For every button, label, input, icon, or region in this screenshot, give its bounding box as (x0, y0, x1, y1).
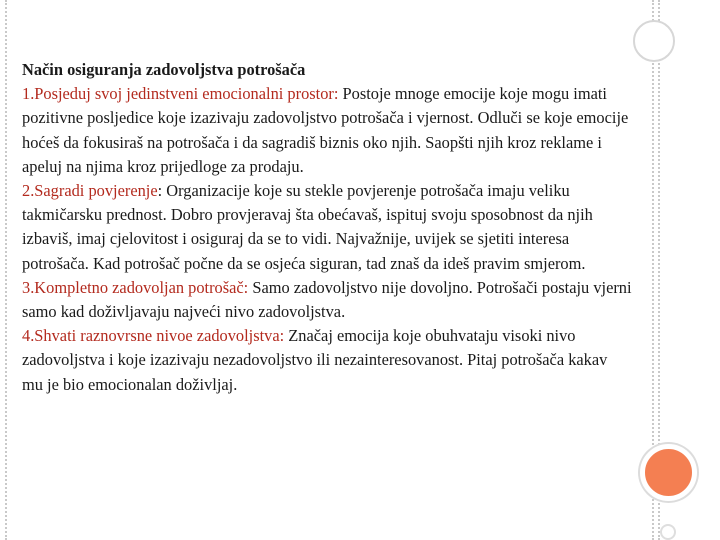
point-4-text: Značaj emocija koje obuhvataju visoki nivo zadovoljstva i koje izazivaju nezadovoljstvo ili nezainteresovanost. Pitaj potrošača kakav mu je bio emocionalan doživljaj. (22, 326, 608, 394)
point-2 (22, 179, 632, 276)
point-3-heading: 3.Kompletno zadovoljan potrošač: (22, 277, 249, 297)
decorative-circle-top (633, 20, 675, 62)
slide-title: Način osiguranja zadovoljstva potrošača (22, 60, 306, 79)
point-1-heading: 1.Posjeduj svoj jedinstveni emocionalni prostor: (22, 84, 339, 104)
point-2-separator: : (157, 181, 163, 201)
point-3-text: Samo zadovoljstvo nije dovoljno. Potrošači postaju vjerni samo kad doživljavaju najveći nivo zadovoljstva. (22, 277, 632, 322)
point-1 (22, 82, 632, 179)
decorative-circle-small (660, 524, 676, 540)
left-dotted-border (5, 0, 7, 540)
point-4 (22, 324, 632, 397)
point-4-heading: 4.Shvati raznovrsne nivoe zadovoljstva: (22, 326, 285, 346)
point-2-heading: 2.Sagradi povjerenje (22, 181, 158, 201)
point-2-text: Organizacije koje su stekle povjerenje potrošača imaju veliku takmičarsku prednost. Dobro provjeravaj šta obećavaš, ispituj svoju sposobnost da njih izbaviš, imaj cjelovitost i osiguraj da se to vidi. Najvažnije, uvijek se sjetiti interesa potrošača. Kad potrošač počne da se osjeća siguran, tad znaš da ideš pravim smjerom. (22, 181, 593, 273)
slide-content (22, 58, 632, 397)
point-1-text: Postoje mnoge emocije koje mogu imati pozitivne posljedice koje izazivaju zadovoljstvo potrošača i vjernost. Odluči se koje emocije hoćeš da fokusiraš na potrošača i da sagradiš biznis oko njih. Saopšti njih kroz reklame i apeluj na njima kroz prijedloge za prodaju. (22, 84, 629, 176)
point-3 (22, 276, 632, 324)
decorative-orange-circle (640, 444, 697, 501)
